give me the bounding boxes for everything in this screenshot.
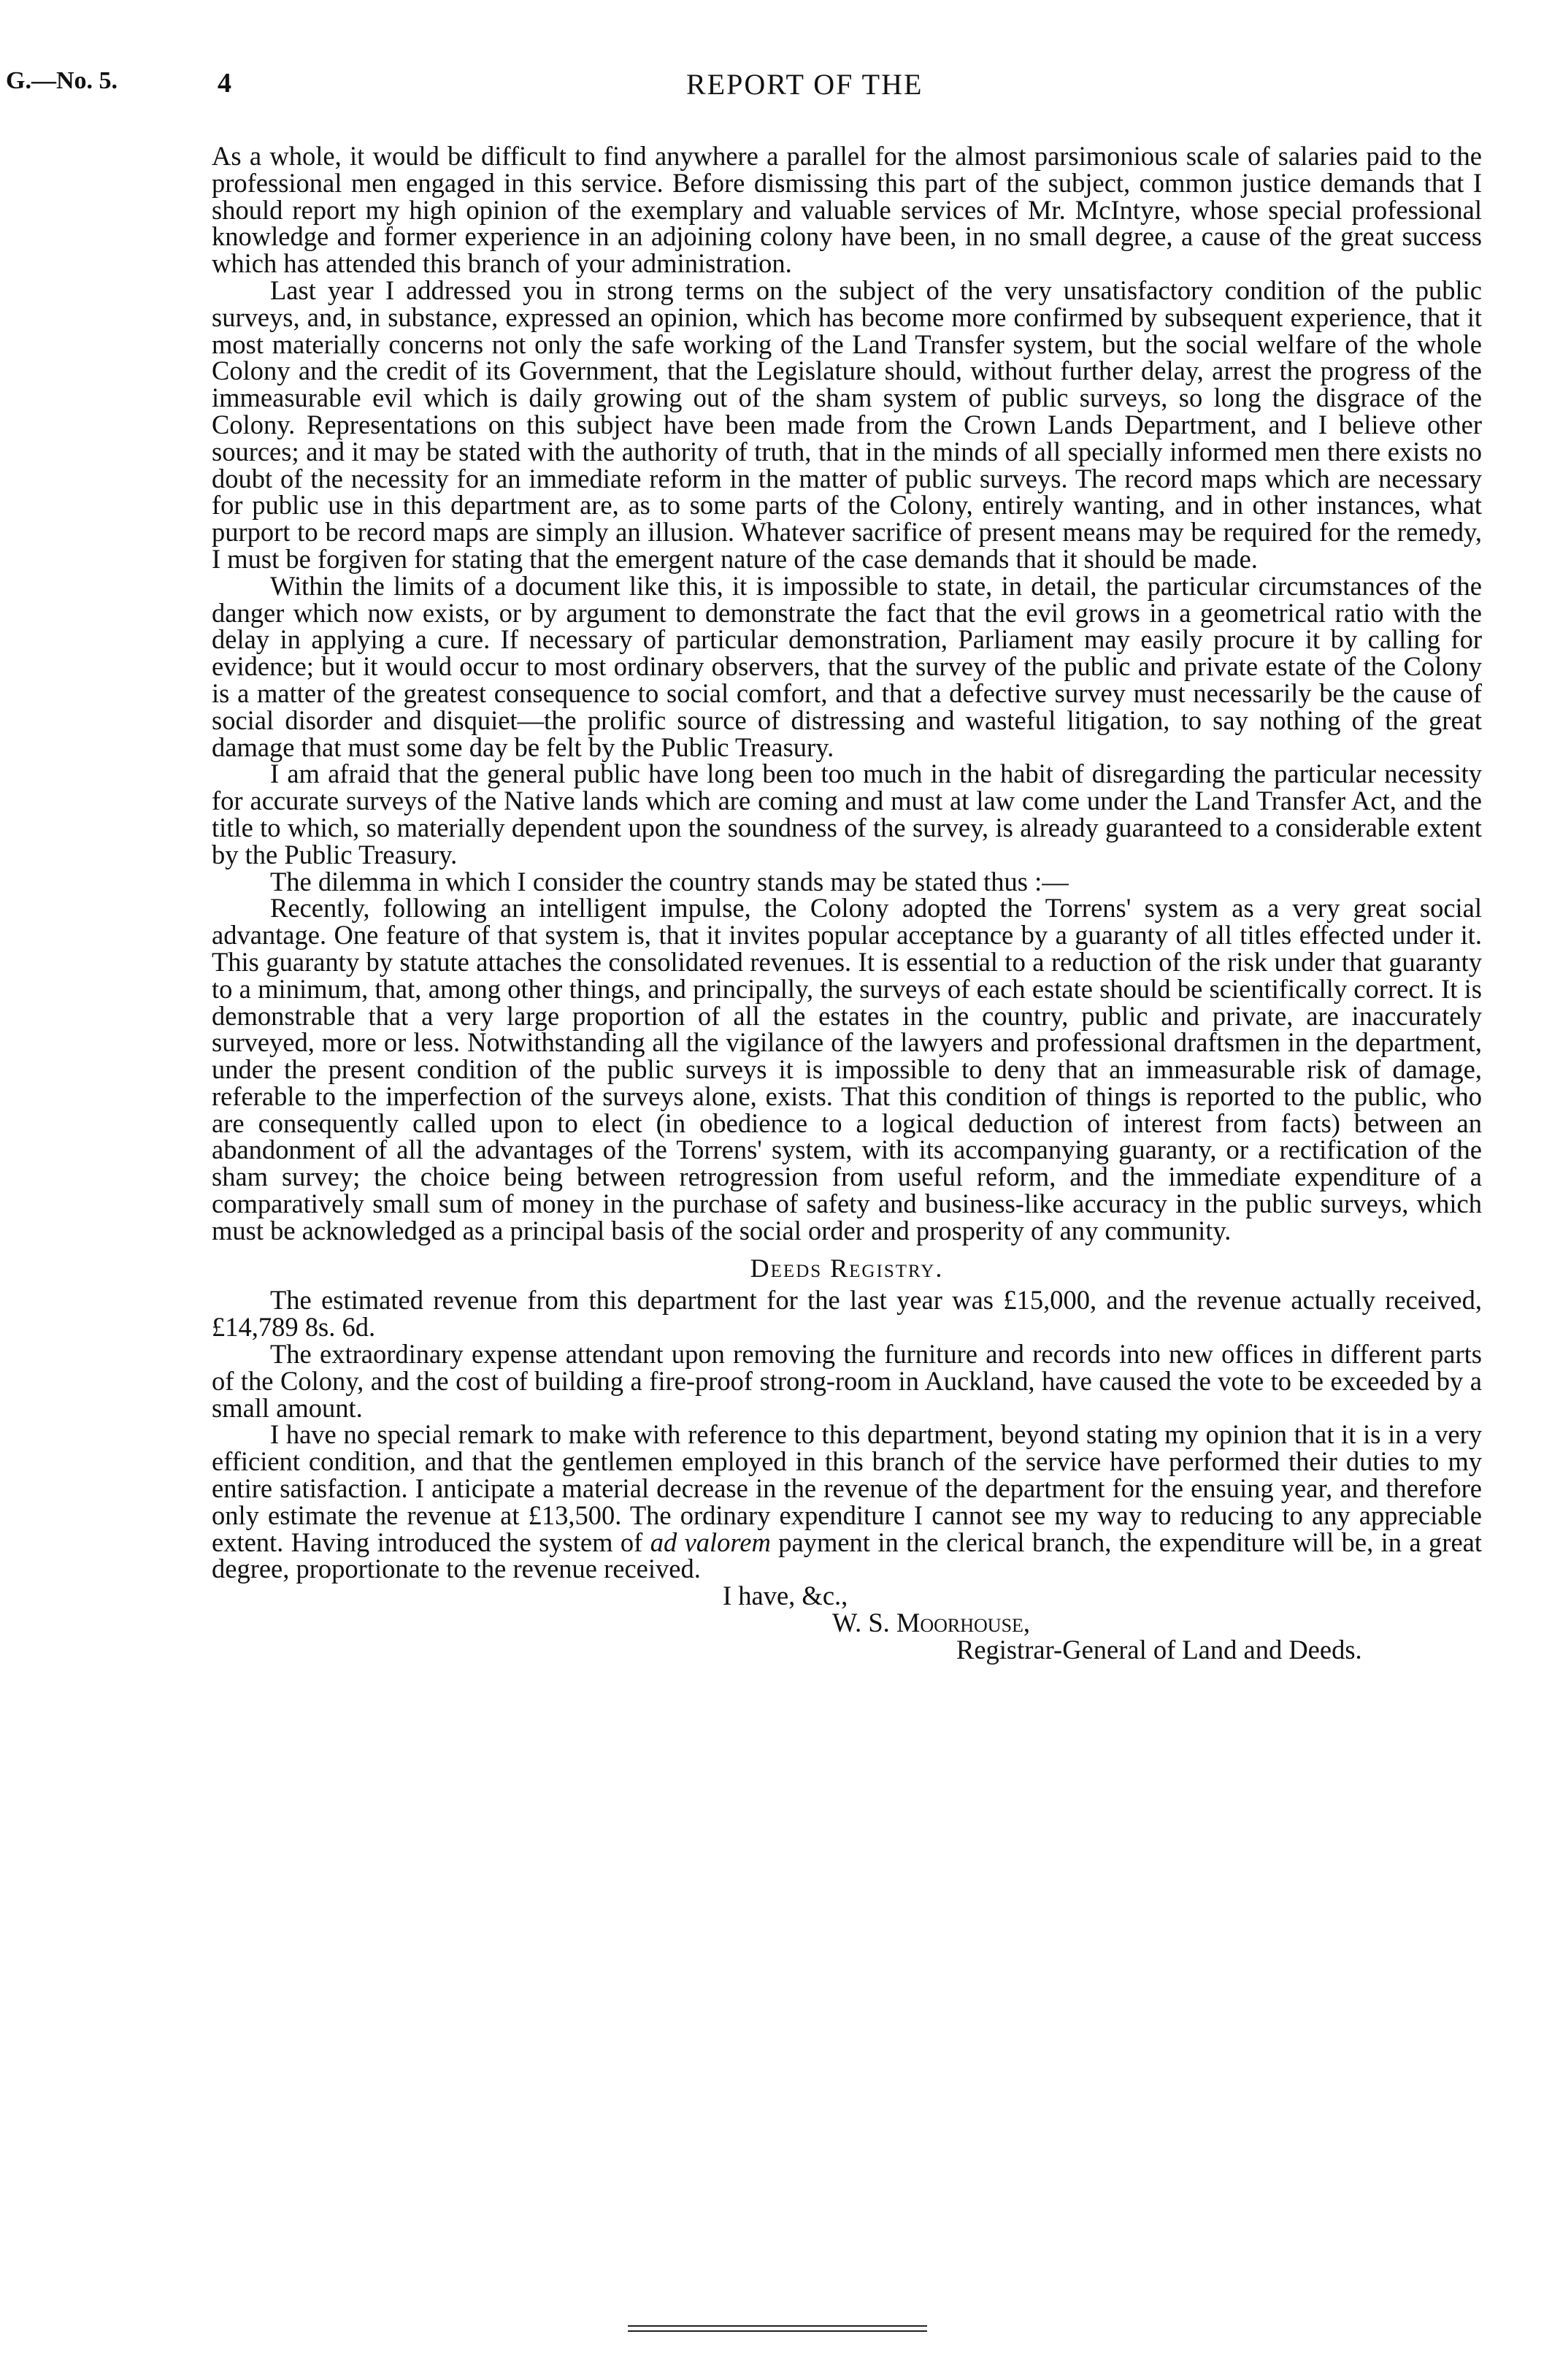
letter-closing: I have, &c.,	[723, 1581, 848, 1611]
paragraph-deeds-remarks	[212, 1421, 1482, 1583]
paragraph-deeds-expense: The extraordinary expense attendant upon removing the furniture and records into new offices in different parts of the Colony, and the cost of building a fire-proof strong-room in Auckland, have caused the vote to be exceeded by a small amount.	[212, 1339, 1482, 1423]
signer-title: Registrar-General of Land and Deeds.	[956, 1634, 1362, 1665]
remarks-italic-term: ad valorem	[650, 1527, 771, 1557]
paragraph-danger: Within the limits of a document like this, it is impossible to state, in detail, the particular circumstances of the danger which now exists, or by argument to demonstrate the fact that the evil grows in a geometrical ratio with the delay in applying a cure. If necessary of particular demonstration, Parliament may easily procure it by calling for evidence; but it would occur to most ordinary observers, that the survey of the public and private estate of the Colony is a matter of the greatest consequence to social comfort, and that a defective survey must necessarily be the cause of social disorder and disquiet—the prolific source of distressing and wasteful litigation, to say nothing of the great damage that must some day be felt by the Public Treasury.	[212, 570, 1482, 762]
document-reference: G.—No. 5.	[6, 67, 118, 94]
paragraph-salaries: As a whole, it would be difficult to find anywhere a parallel for the almost parsimonious scale of salaries paid to the professional men engaged in this service. Before dismissing this part of the subject, common justice demands that I should report my high opinion of the exemplary and valuable services of Mr. McIntyre, whose special professional knowledge and former experience in an adjoining colony have been, in no small degree, a cause of the great success which has attended this branch of your administration.	[212, 141, 1482, 279]
paragraph-native-lands: I am afraid that the general public have long been too much in the habit of disregarding the particular necessity for accurate surveys of the Native lands which are coming and must at law come under the Land Transfer Act, and the title to which, so materially dependent upon the soundness of the survey, is already guaranteed to a considerable extent by the Public Treasury.	[212, 759, 1482, 870]
report-body	[212, 143, 1482, 1664]
end-rule-line-bottom	[628, 2330, 927, 2332]
paragraph-public-surveys: Last year I addressed you in strong terms on the subject of the very unsatisfactory condition of the public surveys, and, in substance, expressed an opinion, which has become more confirmed by subsequent experience, that it most materially concerns not only the safe working of the Land Transfer system, but the social welfare of the whole Colony and the credit of its Government, that the Legislature should, without further delay, arrest the progress of the immeasurable evil which is daily growing out of the sham system of public surveys, so long the disgrace of the Colony. Representations on this subject have been made from the Crown Lands Department, and I believe other sources; and it may be stated with the authority of truth, that in the minds of all specially informed men there exists no doubt of the necessity for an immediate reform in the matter of public surveys. The record maps which are necessary for public use in this department are, as to some parts of the Colony, entirely wanting, and in other instances, what purport to be record maps are simply an illusion. Whatever sacrifice of present means may be required for the remedy, I must be forgiven for stating that the emergent nature of the case demands that it should be made.	[212, 275, 1482, 574]
page-header	[0, 67, 1552, 111]
paragraph-deeds-revenue: The estimated revenue from this department for the last year was £15,000, and the revenue actually received, £14,789 8s. 6d.	[212, 1285, 1482, 1343]
remarks-text-end: payment in the clerical branch, the expenditure will be, in a great degree, proportionate to the revenue received.	[212, 1527, 1483, 1584]
paragraph-torrens-system: Recently, following an intelligent impulse, the Colony adopted the Torrens' system as a very great social advantage. One feature of that system is, that it invites popular acceptance by a guaranty of all titles effected under it. This guaranty by statute attaches the consolidated revenues. It is essential to a reduction of the risk under that guaranty to a minimum, that, among other things, and principally, the surveys of each estate should be scientifically correct. It is demonstrable that a very large proportion of all the estates in the country, public and private, are inaccurately surveyed, more or less. Notwithstanding all the vigilance of the lawyers and professional draftsmen in the department, under the present condition of the public surveys it is impossible to deny that an immeasurable risk of damage, referable to the imperfection of the surveys alone, exists. That this condition of things is reported to the public, who are consequently called upon to elect (in obedience to a logical deduction of interest from facts) between an abandonment of all the advantages of the Torrens' system, with its accompanying guaranty, or a rectification of the sham survey; the choice being between retrogression from useful reform, and the immediate expenditure of a comparatively small sum of money in the purchase of safety and business-like accuracy in the public surveys, which must be acknowledged as a principal basis of the social order and prosperity of any community.	[212, 893, 1482, 1245]
section-heading-deeds-registry: Deeds Registry.	[750, 1253, 944, 1283]
running-title: REPORT OF THE	[686, 68, 923, 101]
signer-name: W. S. Moorhouse,	[832, 1608, 1031, 1638]
end-rule-line-top	[628, 2325, 927, 2327]
remarks-text-start: I have no special remark to make with reference to this department, beyond stating my opinion that it is in a very efficient condition, and that the gentlemen employed in this branch of the service have performed their duties to my entire satisfaction. I anticipate a material decrease in the revenue of the department for the ensuing year, and therefore only estimate the revenue at £13,500. The ordinary expenditure I cannot see my way to reducing to any appreciable extent. Having introduced the system of	[212, 1419, 1482, 1557]
page-number: 4	[218, 68, 231, 99]
paragraph-dilemma: The dilemma in which I consider the country stands may be stated thus :—	[270, 866, 1069, 897]
end-rule	[628, 2325, 927, 2335]
